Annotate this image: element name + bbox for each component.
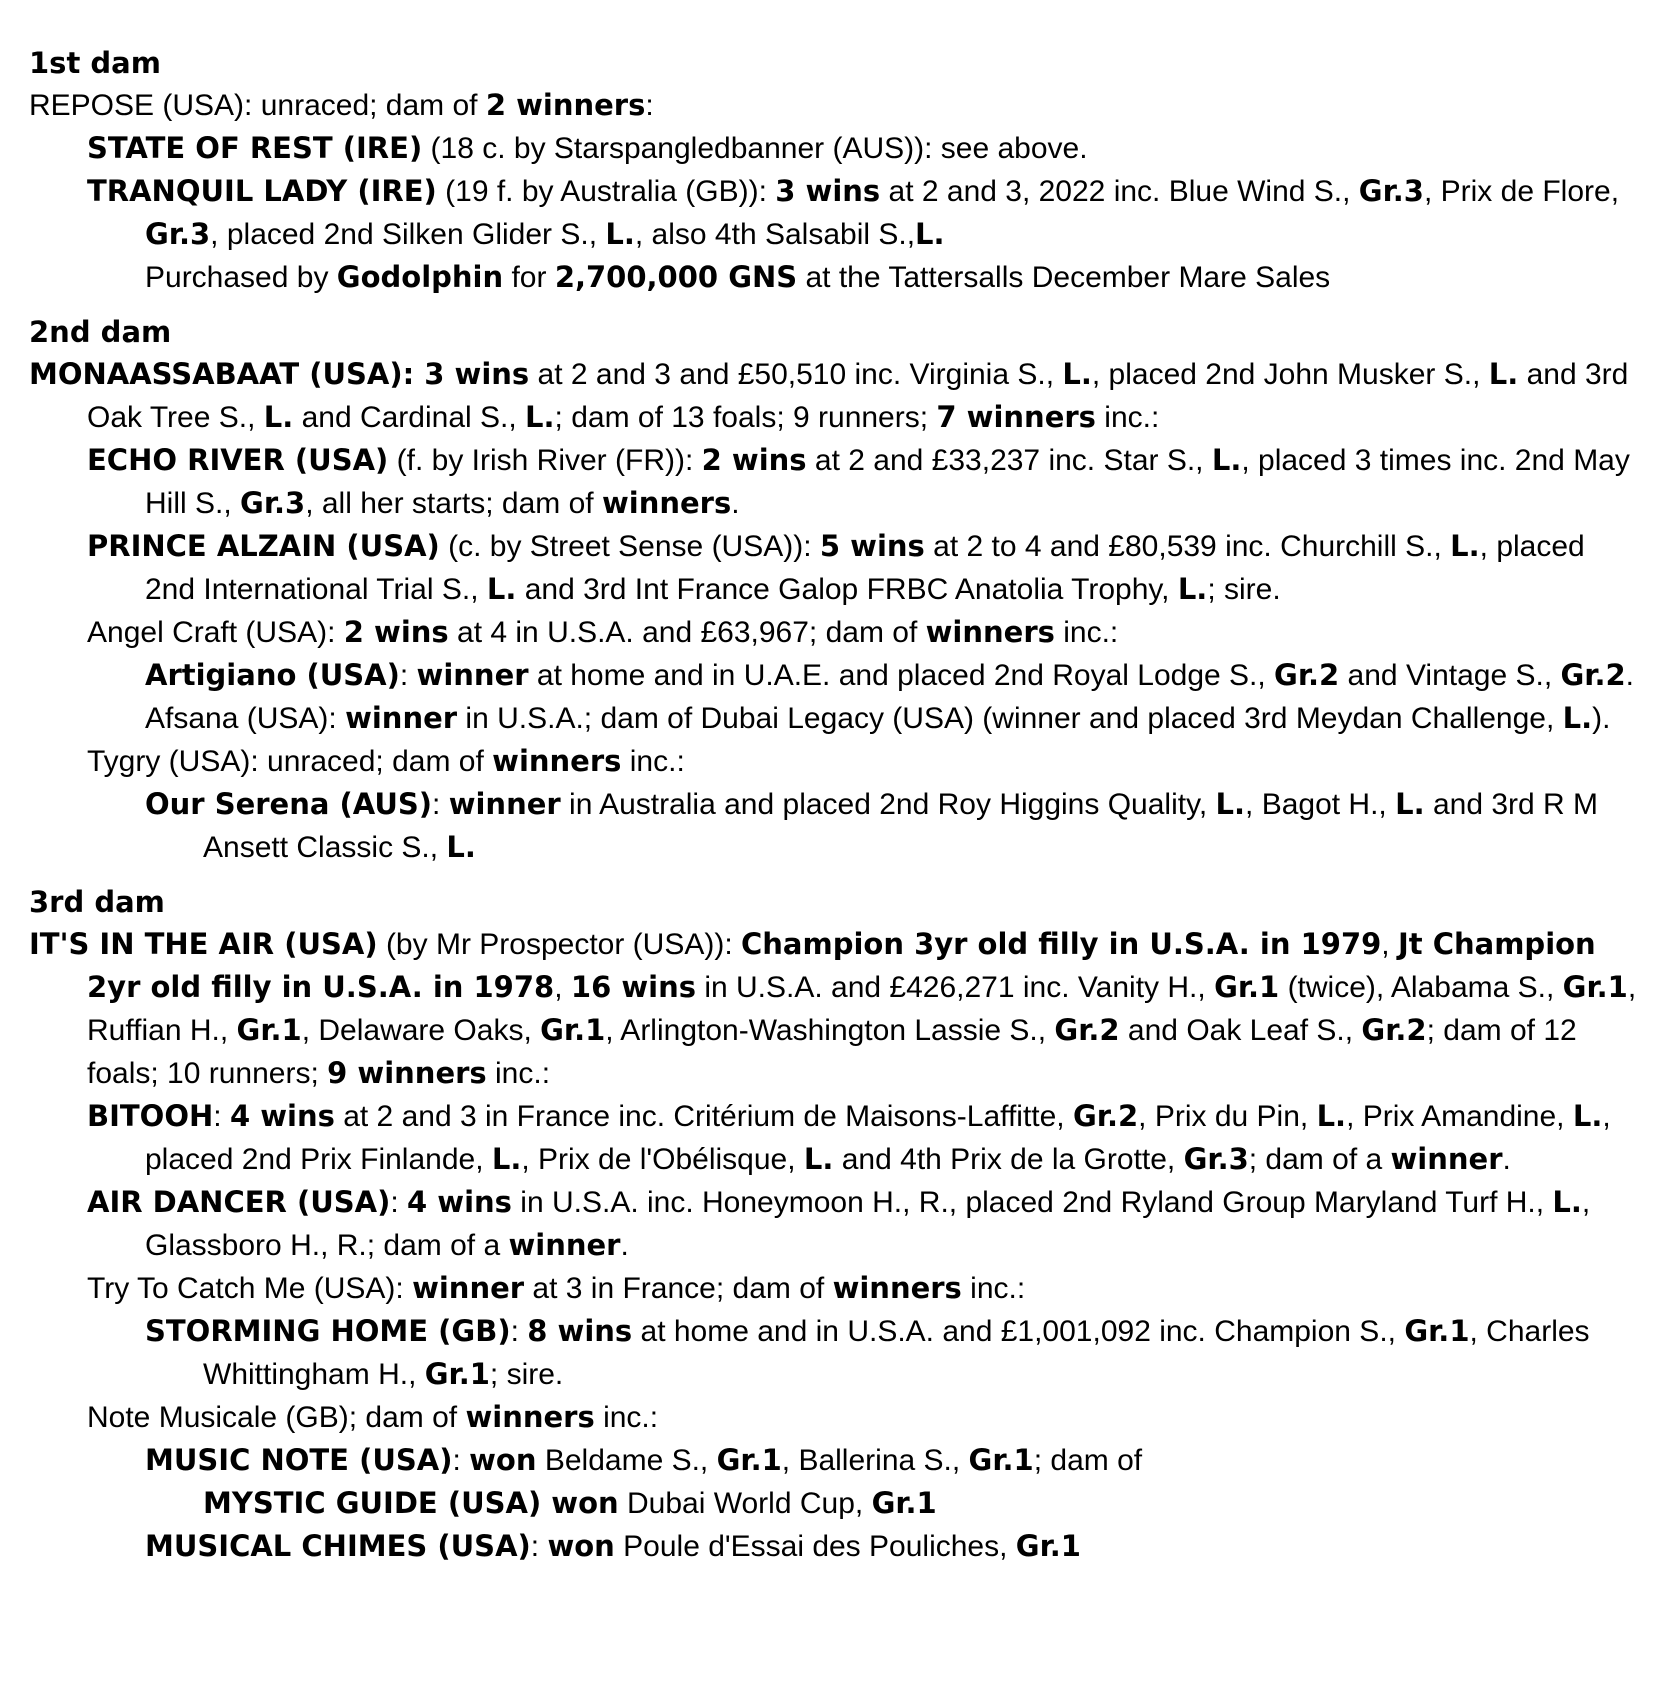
text-run: in U.S.A.; dam of Dubai Legacy (USA) (winner and placed 3rd Meydan Challenge, [457,702,1563,735]
pedigree-entry [29,923,1639,1095]
bold-text: MYSTIC GUIDE (USA) won [203,1486,619,1520]
text-run: at 2 to 4 and £80,539 inc. Churchill S., [924,530,1451,563]
bold-text: L. [915,217,945,251]
text-run: , also 4th Salsabil S., [634,218,916,251]
text-run: , Bagot H., [1245,788,1396,821]
text-run: ; sire. [489,1358,564,1391]
text-run: inc.: [594,1401,659,1434]
bold-text: Gr.3 [1358,174,1424,208]
bold-text: 4 wins [229,1099,335,1133]
text-run: : [213,1100,230,1133]
bold-text: L. [1562,701,1593,735]
pedigree-entry [87,1396,1639,1439]
bold-text: Gr.1 [968,1443,1034,1477]
text-run: , Glassboro H., R.; dam of a [145,1186,1591,1262]
bold-text: Gr.2 [1361,1013,1427,1047]
bold-text: won [469,1443,537,1477]
bold-text: winners [832,1271,962,1305]
section-1st-dam [29,42,1639,299]
text-run: and Cardinal S., [293,401,526,434]
bold-text: PRINCE ALZAIN (USA) [87,529,440,563]
text-run: , Arlington-Washington Lassie S., [605,1014,1055,1047]
pedigree-entry [87,1095,1639,1181]
text-run: at 2 and 3 in France inc. Critérium de Maisons-Laffitte, [334,1100,1073,1133]
text-run: . [1502,1143,1511,1176]
bold-text: 4 wins [407,1185,512,1219]
bold-text: won [547,1529,615,1563]
bold-text: L. [263,400,294,434]
bold-text: winners [465,1400,595,1434]
bold-text: winner [1390,1142,1503,1176]
bold-text: winner [412,1271,525,1305]
text-run: (by Mr Prospector (USA)): [377,928,741,961]
bold-text: L. [446,830,476,864]
text-run: . [620,1229,629,1262]
bold-text: L. [1177,572,1208,606]
text-run: Afsana (USA): [145,702,346,735]
pedigree-entry [145,697,1639,740]
text-run: ; dam of 13 foals; 9 runners; [554,401,937,434]
bold-text: MUSICAL CHIMES (USA) [145,1529,531,1563]
text-run: , Delaware Oaks, [301,1014,541,1047]
bold-text: L. [1211,443,1242,477]
pedigree-entry [29,84,1639,127]
pedigree-entry [145,256,1639,299]
bold-text: winner [508,1228,621,1262]
bold-text: L. [803,1142,834,1176]
bold-text: winner [416,658,529,692]
bold-text: winner [345,701,458,735]
text-run: REPOSE (USA): unraced; dam of [29,89,486,122]
section-heading: 3rd dam [29,885,165,919]
bold-text: Gr.2 [1274,658,1340,692]
bold-text: L. [486,572,517,606]
bold-text: Gr.1 [540,1013,606,1047]
bold-text: Gr.1 [1404,1314,1470,1348]
bold-text: winners [492,744,622,778]
pedigree-entry [87,1267,1639,1310]
bold-text: 16 wins [570,970,696,1004]
bold-text: 7 winners [936,400,1096,434]
bold-text: 3 wins [775,174,881,208]
bold-text: 2 wins [701,443,807,477]
pedigree-entry [145,1525,1639,1568]
text-run: Tygry (USA): unraced; dam of [87,745,493,778]
text-run: , [554,971,571,1004]
pedigree-entry [145,1439,1639,1482]
text-run: at home and in U.A.E. and placed 2nd Royal Lodge S., [528,659,1275,692]
bold-text: Gr.2 [1054,1013,1120,1047]
text-run: at 4 in U.S.A. and £63,967; dam of [448,616,926,649]
pedigree-entry [87,740,1639,783]
text-run: at 2 and 3 and £50,510 inc. Virginia S., [529,358,1063,391]
bold-text: Champion 3yr old filly in U.S.A. in 1979 [741,927,1382,961]
text-run: ; dam of [1033,1444,1143,1477]
pedigree-entry [145,654,1639,697]
bold-text: L. [1572,1099,1603,1133]
text-run: inc.: [486,1057,551,1090]
text-run: at 2 and £33,237 inc. Star S., [806,444,1212,477]
bold-text: L. [525,400,555,434]
text-run: , Prix Amandine, [1346,1100,1573,1133]
text-run: (f. by Irish River (FR)): [388,444,702,477]
text-run: Beldame S., [536,1444,717,1477]
text-run: . [731,487,740,520]
bold-text: MONAASSABAAT (USA): 3 wins [29,357,530,391]
text-run: : [399,659,417,692]
bold-text: Gr.3 [1183,1142,1249,1176]
text-run: at the Tattersalls December Mare Sales [797,261,1331,294]
text-run: ; sire. [1207,573,1281,606]
text-run: , placed 2nd John Musker S., [1091,358,1489,391]
text-run: . [1625,659,1635,692]
text-run: , Prix de Flore, [1423,175,1620,208]
bold-text: 5 wins [819,529,925,563]
text-run: : [530,1530,548,1563]
text-run: Purchased by [145,261,337,294]
bold-text: L. [1488,357,1519,391]
bold-text: Gr.3 [145,217,211,251]
text-run: in U.S.A. inc. Honeymoon H., R., placed 2nd Ryland Group Maryland Turf H., [511,1186,1553,1219]
text-run: for [503,261,555,294]
text-run: , Ruffian H., [87,971,1637,1047]
pedigree-entry [29,353,1639,439]
bold-text: 2,700,000 GNS [554,260,798,294]
bold-text: 2 wins [343,615,449,649]
bold-text: L. [1552,1185,1582,1219]
text-run: and 3rd Int France Galop FRBC Anatolia Trophy, [516,573,1178,606]
text-run: Poule d'Essai des Pouliches, [614,1530,1016,1563]
bold-text: Godolphin [336,260,504,294]
section-2nd-dam [29,311,1639,869]
bold-text: L. [1450,529,1480,563]
bold-text: ECHO RIVER (USA) [87,443,389,477]
bold-text: L. [1316,1099,1347,1133]
pedigree-entry [87,127,1639,170]
bold-text: STATE OF REST (IRE) [87,131,423,165]
text-run: at 3 in France; dam of [524,1272,833,1305]
text-run: at home and in U.S.A. and £1,001,092 inc. Champion S., [632,1315,1405,1348]
text-run: , Ballerina S., [781,1444,969,1477]
section-heading: 1st dam [29,46,161,80]
bold-text: Gr.2 [1072,1099,1139,1133]
text-run: , all her starts; dam of [305,487,602,520]
bold-text: Gr.1 [1562,970,1628,1004]
bold-text: Gr.1 [424,1357,490,1391]
text-run: and 4th Prix de la Grotte, [833,1143,1184,1176]
text-run: : [432,788,449,821]
text-run: Note Musicale (GB); dam of [87,1401,466,1434]
text-run: (twice), Alabama S., [1279,971,1563,1004]
bold-text: 9 winners [327,1056,487,1090]
text-run: and 3rd Oak Tree S., [87,358,1629,434]
text-run: , placed 2nd Silken Glider S., [210,218,606,251]
section-3rd-dam [29,881,1639,1568]
text-run: : [510,1315,528,1348]
bold-text: Our Serena (AUS) [145,787,433,821]
text-run: ; dam of 12 foals; 10 runners; [87,1014,1577,1090]
text-run: : [452,1444,470,1477]
text-run: and 3rd R M Ansett Classic S., [203,788,1599,864]
text-run: inc.: [961,1272,1026,1305]
section-heading: 2nd dam [29,315,172,349]
text-run: , Charles Whittingham H., [203,1315,1590,1391]
pedigree-entry [87,525,1639,611]
bold-text: L. [1062,357,1092,391]
bold-text: Gr.1 [236,1013,302,1047]
bold-text: L. [605,217,635,251]
text-run: Angel Craft (USA): [87,616,344,649]
bold-text: winners [925,615,1055,649]
pedigree-entry [203,1482,1639,1525]
text-run: , placed 3 times inc. 2nd May Hill S., [145,444,1630,520]
text-run: , placed 2nd Prix Finlande, [145,1100,1611,1176]
bold-text: MUSIC NOTE (USA) [145,1443,453,1477]
bold-text: winner [448,787,561,821]
text-run: : [645,89,654,122]
bold-text: L. [1215,787,1246,821]
pedigree-entry [145,1310,1639,1396]
text-run: ). [1592,702,1611,735]
bold-text: 2 winners [485,88,646,122]
bold-text: 8 wins [527,1314,633,1348]
text-run: , placed 2nd International Trial S., [145,530,1585,606]
bold-text: STORMING HOME (GB) [145,1314,511,1348]
text-run: in Australia and placed 2nd Roy Higgins Quality, [560,788,1216,821]
text-run: : [390,1186,408,1219]
pedigree-entry [87,611,1639,654]
bold-text: Gr.2 [1560,658,1626,692]
bold-text: L. [491,1142,522,1176]
text-run: Try To Catch Me (USA): [87,1272,413,1305]
text-run: and Oak Leaf S., [1119,1014,1362,1047]
text-run: (19 f. by Australia (GB)): [436,175,776,208]
bold-text: Artigiano (USA) [145,658,400,692]
text-run: at 2 and 3, 2022 inc. Blue Wind S., [880,175,1359,208]
text-run: and Vintage S., [1339,659,1561,692]
pedigree-entry [87,170,1639,256]
text-run: , Prix de l'Obélisque, [521,1143,804,1176]
bold-text: IT'S IN THE AIR (USA) [29,927,378,961]
text-run: (c. by Street Sense (USA)): [439,530,820,563]
bold-text: Gr.3 [240,486,306,520]
bold-text: Gr.1 [1015,1529,1081,1563]
text-run: , Prix du Pin, [1138,1100,1317,1133]
bold-text: Gr.1 [716,1443,782,1477]
text-run: inc.: [621,745,685,778]
text-run: inc.: [1054,616,1119,649]
text-run: (18 c. by Starspangledbanner (AUS)): see above. [422,132,1088,165]
text-run: inc.: [1095,401,1160,434]
bold-text: TRANQUIL LADY (IRE) [87,174,437,208]
bold-text: AIR DANCER (USA) [87,1185,391,1219]
text-run: , [1381,928,1398,961]
pedigree-entry [87,439,1639,525]
pedigree-entry [87,1181,1639,1267]
bold-text: L. [1395,787,1425,821]
bold-text: BITOOH [87,1099,214,1133]
bold-text: winners [601,486,732,520]
bold-text: Jt Champion 2yr old filly in U.S.A. in 1978 [87,927,1596,1004]
bold-text: Gr.1 [1214,970,1280,1004]
text-run: Dubai World Cup, [618,1487,872,1520]
text-run: in U.S.A. and £426,271 inc. Vanity H., [695,971,1215,1004]
pedigree-entry [145,783,1639,869]
text-run: ; dam of a [1248,1143,1391,1176]
bold-text: Gr.1 [871,1486,937,1520]
